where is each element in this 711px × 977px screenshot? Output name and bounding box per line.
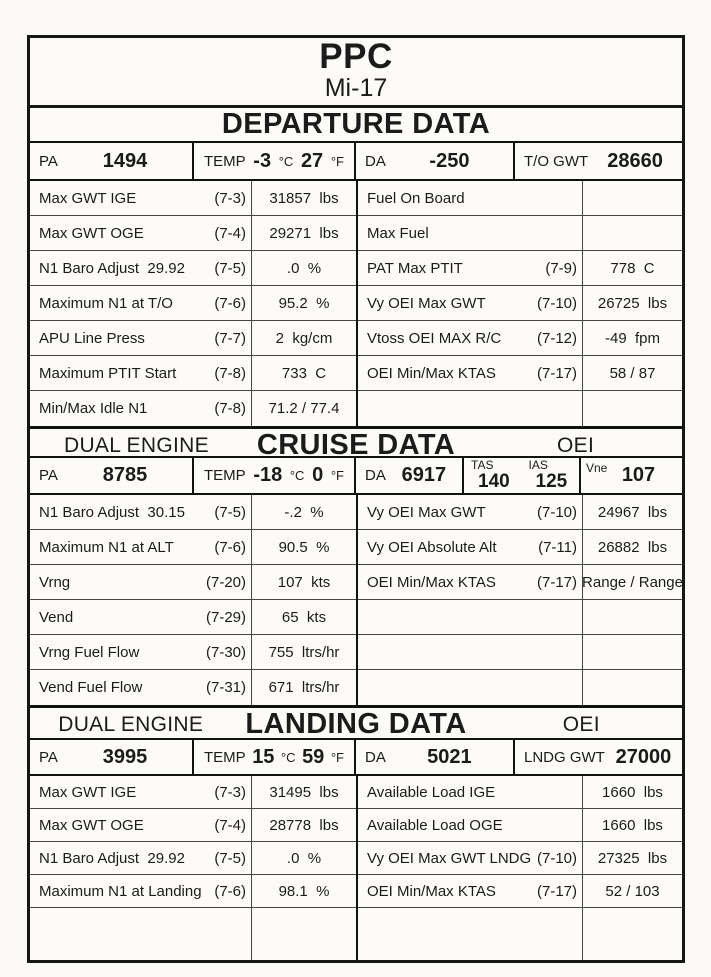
row-label-cell: [358, 776, 583, 808]
row-chart-ref: (7-6): [214, 882, 246, 900]
table-row: [358, 495, 682, 530]
tas-value: 140: [478, 471, 510, 493]
row-label-cell: [30, 600, 252, 634]
tas-block: [464, 459, 522, 492]
ppc-card: [27, 35, 685, 963]
landing-pa-cell: [30, 740, 194, 774]
row-label-cell: [30, 670, 252, 705]
row-label: Fuel On Board: [367, 189, 465, 207]
row-label: Available Load IGE: [367, 783, 496, 801]
row-value: [583, 181, 682, 215]
row-label: Vy OEI Absolute Alt: [367, 538, 497, 556]
row-label-cell: [30, 391, 252, 426]
row-label: Vy OEI Max GWT LNDG: [367, 849, 532, 867]
table-row: [30, 286, 356, 321]
row-value: 52 / 103: [605, 882, 660, 900]
departure-da-cell: [356, 143, 515, 179]
table-row: [30, 251, 356, 286]
landing-da-cell: [356, 740, 515, 774]
row-label: N1 Baro Adjust 30.15: [39, 503, 185, 521]
row-value: 90.5 %: [278, 538, 330, 556]
row-label-cell: [30, 321, 252, 355]
row-value: -.2 %: [284, 503, 324, 521]
landing-band-left: DUAL ENGINE: [58, 712, 204, 736]
table-row: [30, 875, 356, 908]
row-label-cell: [358, 670, 583, 705]
takeoff-gwt-value: 28660: [607, 149, 663, 172]
departure-table-left: [30, 181, 358, 426]
row-label-cell: [358, 286, 583, 320]
row-label: N1 Baro Adjust 29.92: [39, 259, 185, 277]
table-row: [30, 391, 356, 426]
card-title-block: [30, 38, 682, 108]
temp-f-value: 27: [300, 149, 324, 172]
card-subtitle: Mi-17: [324, 73, 388, 102]
landing-temp-cell: [194, 740, 356, 774]
row-value: .0 %: [286, 259, 322, 277]
temp-label: TEMP: [204, 467, 246, 484]
cruise-section-title: CRUISE DATA: [256, 429, 456, 461]
row-chart-ref: (7-5): [214, 259, 246, 277]
row-label: Max Fuel: [367, 224, 429, 242]
row-label: Maximum N1 at Landing: [39, 882, 202, 900]
departure-section-title: DEPARTURE DATA: [221, 108, 491, 140]
table-row: [358, 842, 682, 875]
row-value: 71.2 / 77.4: [268, 400, 340, 417]
row-label-cell: [358, 181, 583, 215]
row-chart-ref: (7-11): [538, 538, 577, 556]
row-value: 26882 lbs: [597, 538, 668, 556]
row-value: 671 ltrs/hr: [268, 679, 340, 696]
row-label: OEI Min/Max KTAS: [367, 882, 496, 900]
row-value: 107 kts: [277, 573, 331, 591]
row-label-cell: [30, 842, 252, 874]
row-chart-ref: (7-29): [205, 608, 246, 626]
row-value: [252, 908, 356, 960]
row-label: APU Line Press: [39, 329, 145, 347]
departure-gwt-cell: [515, 143, 682, 179]
cruise-tas-ias-cell: [464, 458, 581, 493]
fahrenheit-unit: °F: [330, 468, 344, 483]
departure-temp-cell: [194, 143, 356, 179]
landing-gwt-cell: [515, 740, 682, 774]
row-label: Maximum PTIT Start: [39, 364, 177, 382]
table-row: [30, 216, 356, 251]
row-value: [583, 635, 682, 669]
row-label-cell: [358, 600, 583, 634]
row-label-cell: [358, 809, 583, 841]
row-chart-ref: (7-17): [536, 573, 577, 591]
cruise-da-cell: [356, 458, 464, 493]
row-label: Vtoss OEI MAX R/C: [367, 329, 502, 347]
celsius-unit: °C: [280, 749, 296, 765]
row-value: 98.1 %: [278, 882, 330, 900]
landing-header-row: [30, 740, 682, 776]
table-row: [358, 565, 682, 600]
row-label-cell: [358, 391, 583, 426]
table-row: [358, 391, 682, 426]
row-value: Range / Range: [582, 573, 683, 591]
table-row: [30, 321, 356, 356]
table-row: [358, 356, 682, 391]
row-value: [583, 391, 682, 426]
cruise-table-left: [30, 495, 358, 705]
fahrenheit-unit: °F: [330, 153, 344, 169]
row-value: -49 fpm: [604, 329, 661, 347]
row-label-cell: [30, 181, 252, 215]
table-row: [30, 600, 356, 635]
temp-c-value: -18: [253, 464, 283, 486]
row-value: 755 ltrs/hr: [268, 643, 340, 661]
row-label-cell: [30, 635, 252, 669]
pa-value: 8785: [102, 464, 148, 486]
cruise-table-right: [358, 495, 682, 705]
landing-table: [30, 776, 682, 960]
row-label-cell: [358, 565, 583, 599]
row-label: N1 Baro Adjust 29.92: [39, 849, 185, 867]
row-chart-ref: (7-8): [214, 400, 246, 417]
row-label-cell: [358, 875, 583, 907]
temp-label: TEMP: [204, 748, 246, 766]
table-row: [358, 670, 682, 705]
row-label-cell: [30, 809, 252, 841]
temp-f-value: 59: [302, 745, 325, 768]
cruise-temp-cell: [194, 458, 356, 493]
row-value: [583, 216, 682, 250]
row-label: PAT Max PTIT: [367, 259, 463, 277]
temp-label: TEMP: [204, 152, 246, 170]
row-label-cell: [358, 495, 583, 529]
table-row: [358, 251, 682, 286]
table-row: [358, 809, 682, 842]
vne-label: Vne: [586, 461, 608, 475]
table-row: [358, 216, 682, 251]
row-label-cell: [358, 635, 583, 669]
row-chart-ref: (7-30): [205, 643, 246, 661]
row-label-cell: [30, 286, 252, 320]
row-value: 31495 lbs: [269, 783, 339, 801]
row-label: Max GWT IGE: [39, 783, 137, 801]
table-row: [30, 908, 356, 960]
da-label: DA: [365, 748, 386, 766]
row-value: 1660 lbs: [602, 783, 663, 801]
table-row: [358, 321, 682, 356]
row-chart-ref: (7-3): [214, 783, 246, 801]
row-label: Vrng Fuel Flow: [39, 643, 140, 661]
table-row: [30, 565, 356, 600]
row-label-cell: [358, 321, 583, 355]
row-label-cell: [30, 356, 252, 390]
landing-table-left: [30, 776, 358, 960]
temp-f-value: 0: [312, 464, 324, 486]
row-value: 733 C: [281, 364, 327, 382]
cruise-table: [30, 495, 682, 705]
cruise-header-row: [30, 458, 682, 495]
pa-label: PA: [39, 152, 58, 170]
row-label: Available Load OGE: [367, 816, 503, 834]
ias-label: IAS: [528, 457, 548, 472]
table-row: [30, 635, 356, 670]
row-value: 2 kg/cm: [275, 329, 333, 347]
celsius-unit: °C: [278, 153, 294, 169]
cruise-vne-cell: [581, 458, 682, 493]
da-value: 5021: [427, 745, 472, 768]
table-row: [30, 530, 356, 565]
row-label-cell: [358, 251, 583, 285]
departure-section-band: [30, 108, 682, 143]
table-row: [30, 809, 356, 842]
row-chart-ref: (7-6): [214, 294, 246, 312]
row-label-cell: [30, 565, 252, 599]
row-label-cell: [30, 530, 252, 564]
landing-band-right: OEI: [562, 712, 600, 736]
row-label: Vy OEI Max GWT: [367, 294, 486, 312]
row-chart-ref: (7-31): [205, 679, 246, 696]
row-label: Max GWT OGE: [39, 224, 144, 242]
table-row: [30, 356, 356, 391]
da-value: 6917: [401, 464, 447, 486]
row-label: Maximum N1 at ALT: [39, 538, 174, 556]
cruise-section-band: [30, 426, 682, 461]
row-label-cell: [30, 495, 252, 529]
vne-value: 107: [621, 464, 656, 486]
row-chart-ref: (7-12): [536, 329, 577, 347]
row-label: OEI Min/Max KTAS: [367, 364, 496, 382]
table-row: [358, 181, 682, 216]
row-label: Vend Fuel Flow: [39, 679, 143, 696]
row-label: Maximum N1 at T/O: [39, 294, 173, 312]
row-label: Max GWT IGE: [39, 189, 137, 207]
row-label: Min/Max Idle N1: [39, 400, 148, 417]
table-row: [358, 600, 682, 635]
da-label: DA: [365, 467, 386, 484]
row-label-cell: [30, 216, 252, 250]
row-label-cell: [358, 356, 583, 390]
row-label: Vend: [39, 608, 74, 626]
row-label: Max GWT OGE: [39, 816, 144, 834]
row-value: 58 / 87: [609, 364, 656, 382]
row-value: [583, 670, 682, 705]
ias-block: [522, 459, 580, 492]
table-row: [358, 635, 682, 670]
landing-gwt-value: 27000: [615, 745, 672, 768]
row-label: Vy OEI Max GWT: [367, 503, 486, 521]
row-chart-ref: (7-5): [214, 503, 246, 521]
card-title: PPC: [319, 37, 393, 76]
row-label-cell: [358, 908, 583, 960]
pa-label: PA: [39, 748, 58, 766]
table-row: [30, 670, 356, 705]
departure-table-right: [358, 181, 682, 426]
table-row: [358, 530, 682, 565]
row-value: 95.2 %: [278, 294, 330, 312]
row-chart-ref: (7-3): [214, 189, 246, 207]
row-chart-ref: (7-6): [214, 538, 246, 556]
row-value: 29271 lbs: [269, 224, 339, 242]
row-value: 778 C: [610, 259, 655, 277]
row-chart-ref: (7-9): [545, 259, 577, 277]
celsius-unit: °C: [289, 468, 305, 483]
row-chart-ref: (7-20): [205, 573, 246, 591]
da-label: DA: [365, 152, 386, 170]
row-chart-ref: (7-10): [536, 294, 577, 312]
row-value: [583, 600, 682, 634]
ias-value: 125: [535, 471, 568, 493]
row-value: [583, 908, 682, 960]
row-label: Vrng: [39, 573, 71, 591]
row-chart-ref: (7-5): [214, 849, 246, 867]
landing-gwt-label: LNDG GWT: [524, 748, 605, 766]
table-row: [358, 286, 682, 321]
row-value: 31857 lbs: [269, 189, 339, 207]
row-value: .0 %: [286, 849, 322, 867]
row-label-cell: [30, 875, 252, 907]
row-value: 28778 lbs: [269, 816, 339, 834]
row-label-cell: [358, 530, 583, 564]
landing-table-right: [358, 776, 682, 960]
row-value: 24967 lbs: [597, 503, 668, 521]
cruise-pa-cell: [30, 458, 194, 493]
table-row: [30, 842, 356, 875]
pa-value: 1494: [102, 149, 148, 172]
temp-c-value: -3: [253, 149, 272, 172]
temp-c-value: 15: [252, 745, 275, 768]
landing-section-title: LANDING DATA: [245, 708, 467, 740]
table-row: [358, 875, 682, 908]
row-label-cell: [358, 216, 583, 250]
da-value: -250: [429, 149, 470, 172]
departure-pa-cell: [30, 143, 194, 179]
row-chart-ref: (7-10): [536, 503, 577, 521]
tas-label: TAS: [471, 457, 494, 472]
table-row: [358, 776, 682, 809]
table-row: [30, 776, 356, 809]
row-label-cell: [30, 908, 252, 960]
row-value: 27325 lbs: [597, 849, 668, 867]
pa-value: 3995: [102, 745, 148, 768]
row-label: OEI Min/Max KTAS: [367, 573, 496, 591]
cruise-band-left: DUAL ENGINE: [63, 433, 209, 457]
row-chart-ref: (7-17): [536, 882, 577, 900]
table-row: [358, 908, 682, 960]
row-chart-ref: (7-4): [214, 224, 246, 242]
departure-header-row: [30, 143, 682, 181]
row-label-cell: [30, 776, 252, 808]
row-value: 65 kts: [281, 608, 327, 626]
table-row: [30, 181, 356, 216]
row-chart-ref: (7-4): [214, 816, 246, 834]
fahrenheit-unit: °F: [330, 749, 344, 765]
row-label-cell: [30, 251, 252, 285]
cruise-band-right: OEI: [557, 433, 595, 457]
row-value: 1660 lbs: [602, 816, 663, 834]
row-value: 26725 lbs: [597, 294, 668, 312]
row-chart-ref: (7-8): [214, 364, 246, 382]
row-label-cell: [358, 842, 583, 874]
takeoff-gwt-label: T/O GWT: [524, 152, 589, 170]
departure-table: [30, 181, 682, 426]
row-chart-ref: (7-10): [536, 849, 577, 867]
landing-section-band: [30, 705, 682, 740]
pa-label: PA: [39, 467, 58, 484]
row-chart-ref: (7-17): [536, 364, 577, 382]
row-chart-ref: (7-7): [214, 329, 246, 347]
table-row: [30, 495, 356, 530]
